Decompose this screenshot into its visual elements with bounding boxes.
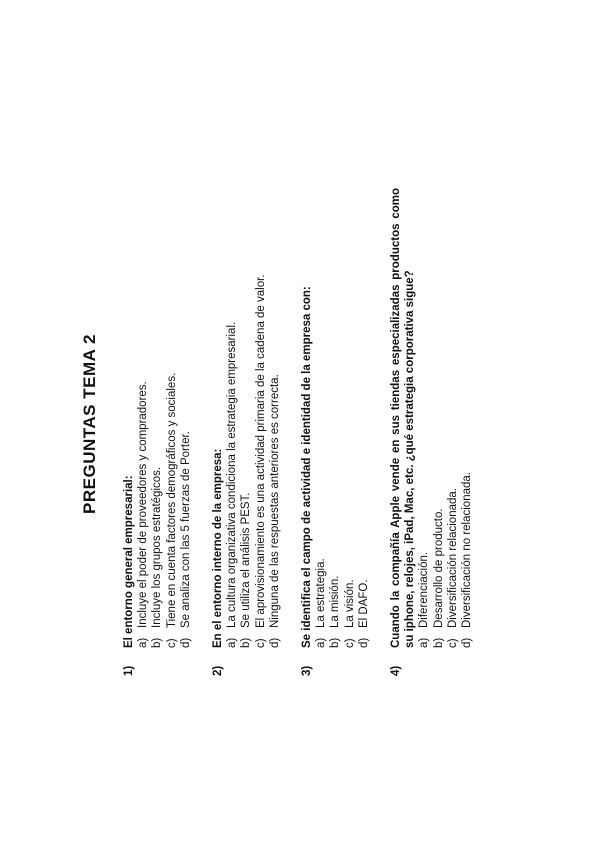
option-letter: d) <box>461 637 474 648</box>
option-letter: b) <box>329 637 342 648</box>
option-text: Diferenciación. <box>418 551 431 628</box>
option-letter: c) <box>446 638 459 648</box>
option-letter: c) <box>165 638 178 648</box>
question-number: 1) <box>123 665 135 676</box>
option-letter: d) <box>268 637 281 648</box>
question-2 <box>211 36 282 676</box>
option-d <box>268 36 282 648</box>
option-letter: c) <box>254 638 267 648</box>
option-text: Desarrollo de producto. <box>432 508 445 628</box>
option-a <box>225 36 239 648</box>
option-text: La misión. <box>329 575 342 628</box>
option-b <box>328 36 342 648</box>
option-text: Diversificación relacionada. <box>446 488 459 628</box>
option-text: Se utiliza el análisis PEST. <box>240 492 253 628</box>
option-letter: d) <box>179 637 192 648</box>
option-b <box>432 36 446 648</box>
option-text: Tiene en cuenta factores demográficos y sociales. <box>165 372 178 628</box>
option-text: La visión. <box>343 579 356 628</box>
option-text: Incluye los grupos estratégicos. <box>151 466 164 628</box>
option-list <box>417 36 474 648</box>
option-text: La cultura organizativa condiciona la estrategia empresarial. <box>226 321 239 628</box>
question-list <box>122 36 492 676</box>
option-text: La estrategia. <box>315 558 328 628</box>
question-1 <box>122 36 193 676</box>
question-text: Se identifica el campo de actividad e identidad de la empresa con: <box>301 286 314 648</box>
option-c <box>254 36 268 648</box>
option-a <box>314 36 328 648</box>
question-text: En el entorno interno de la empresa: <box>212 448 225 648</box>
option-c <box>165 36 179 648</box>
option-d <box>357 36 371 648</box>
option-d <box>460 36 474 648</box>
option-b <box>150 36 164 648</box>
option-b <box>239 36 253 648</box>
option-c <box>343 36 357 648</box>
option-letter: b) <box>432 637 445 648</box>
option-letter: a) <box>226 637 239 648</box>
option-text: Incluye el poder de proveedores y compradores. <box>137 381 150 628</box>
page-title: PREGUNTAS TEMA 2 <box>80 334 99 514</box>
question-3 <box>300 36 371 676</box>
option-list <box>136 36 193 648</box>
option-letter: d) <box>357 637 370 648</box>
question-number: 3) <box>301 665 314 676</box>
question-4 <box>389 36 474 676</box>
option-d <box>179 36 193 648</box>
option-text: El DAFO. <box>357 579 370 628</box>
question-number: 2) <box>212 665 225 676</box>
option-letter: b) <box>151 637 164 648</box>
option-text: Ninguna de las respuestas anteriores es correcta. <box>268 374 281 628</box>
option-list <box>225 36 282 648</box>
option-text: Se analiza con las 5 fuerzas de Porter. <box>179 431 192 628</box>
option-a <box>417 36 431 648</box>
question-text: Cuando la compañía Apple vende en sus tiendas especializadas productos como su iphone, relojes, iPad, Mac, etc. ¿qué estrategia corporativa sigue? <box>390 188 417 648</box>
question-number: 4) <box>390 665 403 676</box>
question-text: El entorno general empresarial: <box>123 475 135 648</box>
option-letter: a) <box>418 637 431 648</box>
option-letter: b) <box>240 637 253 648</box>
option-text: Diversificación no relacionada. <box>461 472 474 628</box>
option-list <box>314 36 371 648</box>
option-text: El aprovisionamiento es una actividad primaria de la cadena de valor. <box>254 274 267 628</box>
option-letter: c) <box>343 638 356 648</box>
option-c <box>446 36 460 648</box>
option-a <box>136 36 150 648</box>
option-letter: a) <box>137 637 150 648</box>
option-letter: a) <box>315 637 328 648</box>
